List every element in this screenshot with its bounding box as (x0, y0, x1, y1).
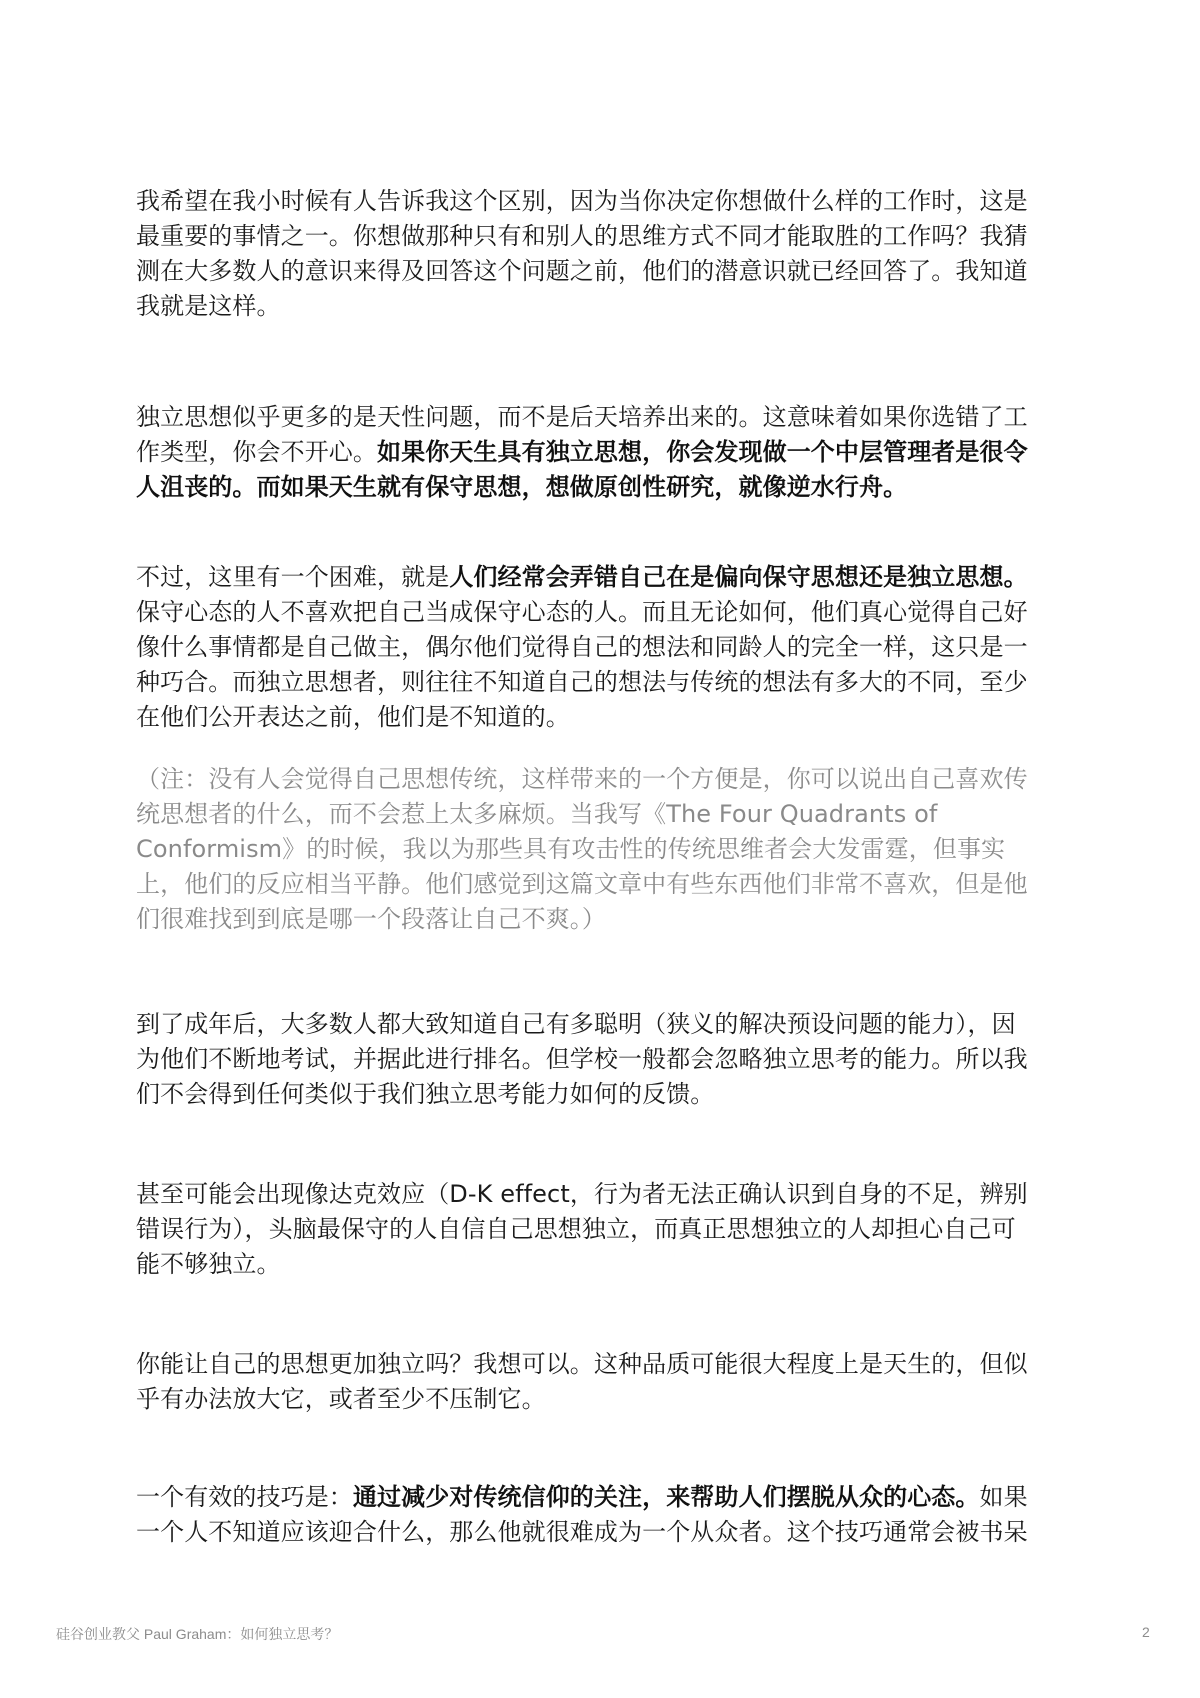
text-line (136, 595, 1038, 630)
text-line (136, 289, 1038, 324)
text-run: （注：没有人会觉得自己思想传统，这样带来的一个方便是，你可以说出自己喜欢传 (136, 765, 1028, 793)
text-line (136, 1480, 1038, 1515)
text-line (136, 1247, 1038, 1282)
text-run: 能不够独立。 (136, 1250, 281, 1278)
text-run: 我就是这样。 (136, 292, 281, 320)
text-run: 不过，这里有一个困难，就是 (136, 563, 450, 591)
text-run: 在他们公开表达之前，他们是不知道的。 (136, 703, 570, 731)
text-run: 一个有效的技巧是： (136, 1483, 353, 1511)
paragraph-can-you-be-more-independent (136, 1347, 1038, 1417)
text-line (136, 630, 1038, 665)
text-line (136, 435, 1038, 470)
text-run: 如果 (979, 1483, 1028, 1511)
text-run: 测在大多数人的意识来得及回答这个问题之前，他们的潜意识就已经回答了。我知道 (136, 257, 1028, 285)
paragraph-childhood-distinction (136, 184, 1038, 324)
text-line (136, 400, 1038, 435)
text-run: 你能让自己的思想更加独立吗？我想可以。这种品质可能很大程度上是天生的，但似 (136, 1350, 1028, 1378)
bold-text-run: 通过减少对传统信仰的关注，来帮助人们摆脱从众的心态。 (352, 1483, 980, 1511)
text-line (136, 219, 1038, 254)
text-line (136, 560, 1038, 595)
text-run: 到了成年后，大多数人都大致知道自己有多聪明（狭义的解决预设问题的能力），因 (136, 1010, 1016, 1038)
text-run: 我希望在我小时候有人告诉我这个区别，因为当你决定你想做什么样的工作时，这是 (136, 187, 1028, 215)
text-line (136, 762, 1038, 797)
paragraph-effective-technique (136, 1480, 1038, 1550)
text-run: 甚至可能会出现像达克效应（D-K effect，行为者无法正确认识到自身的不足，辨别 (136, 1180, 1028, 1208)
note-paragraph (136, 762, 1038, 937)
text-line (136, 665, 1038, 700)
text-run: 保守心态的人不喜欢把自己当成保守心态的人。而且无论如何，他们真心觉得自己好 (136, 598, 1028, 626)
text-line (136, 1212, 1038, 1247)
text-run: 作类型，你会不开心。 (136, 438, 377, 466)
page-number: 2 (1142, 1624, 1150, 1640)
text-run: 种巧合。而独立思想者，则往往不知道自己的想法与传统的想法有多大的不同，至少 (136, 668, 1028, 696)
paragraph-adult-feedback (136, 1007, 1038, 1112)
text-line (136, 867, 1038, 902)
bold-text-run: 人沮丧的。而如果天生就有保守思想，想做原创性研究，就像逆水行舟。 (136, 473, 908, 501)
text-line (136, 254, 1038, 289)
text-line (136, 1515, 1038, 1550)
text-run: 们不会得到任何类似于我们独立思考能力如何的反馈。 (136, 1080, 715, 1108)
text-line (136, 1042, 1038, 1077)
paragraph-misjudging-self (136, 560, 1038, 735)
text-run: 一个人不知道应该迎合什么，那么他就很难成为一个从众者。这个技巧通常会被书呆 (136, 1518, 1028, 1546)
text-run: 为他们不断地考试，并据此进行排名。但学校一般都会忽略独立思考的能力。所以我 (136, 1045, 1028, 1073)
text-line (136, 1382, 1038, 1417)
text-run: 们很难找到到底是哪一个段落让自己不爽。） (136, 905, 606, 933)
text-line (136, 1007, 1038, 1042)
text-line (136, 1077, 1038, 1112)
text-run: 像什么事情都是自己做主，偶尔他们觉得自己的想法和同龄人的完全一样，这只是一 (136, 633, 1028, 661)
text-line (136, 832, 1038, 867)
text-line (136, 902, 1038, 937)
text-line (136, 1347, 1038, 1382)
text-run: 乎有办法放大它，或者至少不压制它。 (136, 1385, 546, 1413)
text-run: 错误行为），头脑最保守的人自信自己思想独立，而真正思想独立的人却担心自己可 (136, 1215, 1016, 1243)
text-run: 最重要的事情之一。你想做那种只有和别人的思维方式不同才能取胜的工作吗？我猜 (136, 222, 1028, 250)
text-line (136, 700, 1038, 735)
footer-document-title: 硅谷创业教父 Paul Graham：如何独立思考？ (56, 1626, 339, 1642)
text-line (136, 797, 1038, 832)
text-line (136, 184, 1038, 219)
paragraph-nature-of-independence (136, 400, 1038, 505)
text-run: Conformism》的时候，我以为那些具有攻击性的传统思维者会大发雷霆，但事实 (136, 835, 1006, 863)
paragraph-dk-effect (136, 1177, 1038, 1282)
text-line (136, 470, 1038, 505)
text-line (136, 1177, 1038, 1212)
text-run: 上，他们的反应相当平静。他们感觉到这篇文章中有些东西他们非常不喜欢，但是他 (136, 870, 1028, 898)
bold-text-run: 如果你天生具有独立思想，你会发现做一个中层管理者是很令 (377, 438, 1028, 466)
text-run: 统思想者的什么，而不会惹上太多麻烦。当我写《The Four Quadrants of (136, 800, 938, 828)
bold-text-run: 人们经常会弄错自己在是偏向保守思想还是独立思想。 (449, 563, 1028, 591)
text-run: 独立思想似乎更多的是天性问题，而不是后天培养出来的。这意味着如果你选错了工 (136, 403, 1028, 431)
